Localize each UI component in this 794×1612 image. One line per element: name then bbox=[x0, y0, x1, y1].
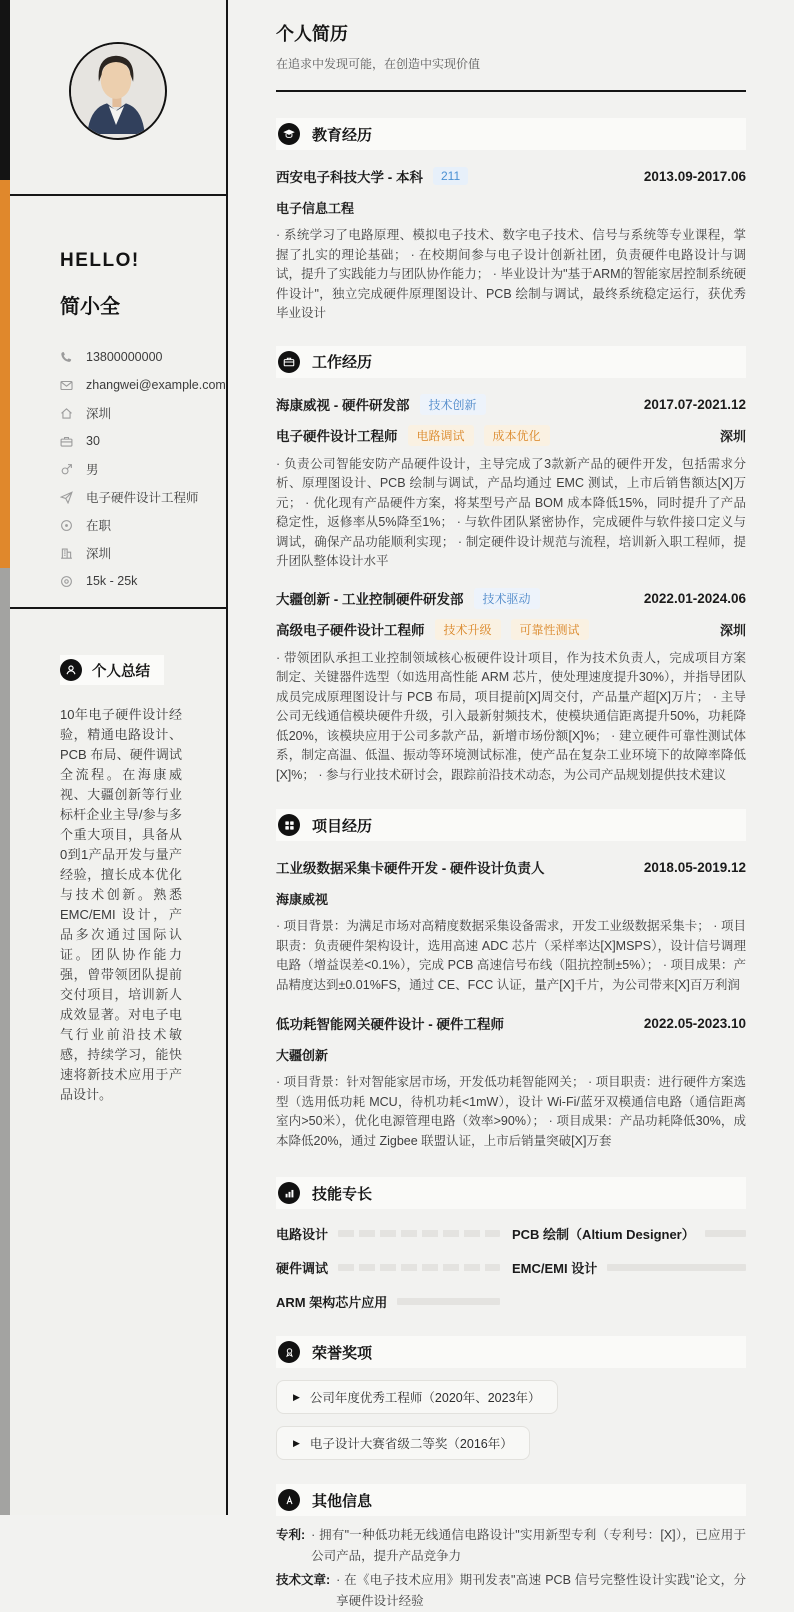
honor-item-button[interactable] bbox=[276, 1380, 558, 1414]
play-caret-icon: ▶ bbox=[293, 1391, 300, 1402]
work-section-header bbox=[276, 346, 746, 378]
contact-phone bbox=[60, 343, 226, 371]
building-icon bbox=[60, 547, 73, 560]
skill-row bbox=[512, 1257, 746, 1278]
skill-bar bbox=[397, 1298, 500, 1305]
skill-row bbox=[276, 1291, 500, 1312]
other-section-header bbox=[276, 1484, 746, 1516]
project-1-company: 海康威视 bbox=[276, 892, 329, 907]
other-row-article bbox=[276, 1570, 746, 1612]
work-entry-2-role-row bbox=[276, 619, 746, 640]
company-tag: 技术驱动 bbox=[474, 588, 540, 609]
skills-grid bbox=[276, 1223, 746, 1312]
phone-icon bbox=[60, 351, 73, 364]
projects-title: 项目经历 bbox=[312, 817, 373, 835]
role-tag: 可靠性测试 bbox=[511, 619, 589, 640]
project-name: 低功耗智能网关硬件设计 - 硬件工程师 bbox=[276, 1017, 504, 1032]
project-2-company: 大疆创新 bbox=[276, 1048, 329, 1063]
skill-bar bbox=[705, 1230, 746, 1237]
company-name: 海康威视 - 硬件研发部 bbox=[276, 398, 410, 413]
company-name: 大疆创新 - 工业控制硬件研发部 bbox=[276, 592, 464, 607]
sidebar-divider bbox=[10, 607, 226, 609]
work-1-date: 2017.07-2021.12 bbox=[643, 396, 746, 412]
briefcase-icon bbox=[278, 351, 300, 373]
honor-text: 公司年度优秀工程师（2020年、2023年） bbox=[309, 1391, 541, 1405]
home-icon bbox=[60, 407, 73, 420]
play-caret-icon: ▶ bbox=[293, 1437, 300, 1448]
skill-label: ARM 架构芯片应用 bbox=[276, 1295, 388, 1310]
work-2-location: 深圳 bbox=[719, 622, 746, 638]
project-name: 工业级数据采集卡硬件开发 - 硬件设计负责人 bbox=[276, 861, 545, 876]
medal-icon bbox=[278, 1341, 300, 1363]
projects-section-header bbox=[276, 809, 746, 841]
grid-icon bbox=[278, 814, 300, 836]
education-title: 教育经历 bbox=[312, 126, 373, 144]
page-subtitle: 在追求中发现可能，在创造中实现价值 bbox=[276, 57, 481, 71]
honor-text: 电子设计大赛省级二等奖（2016年） bbox=[309, 1437, 513, 1451]
city-value: 深圳 bbox=[86, 407, 112, 421]
status-icon bbox=[60, 519, 73, 532]
work-city-value: 深圳 bbox=[86, 547, 112, 561]
skill-label: 硬件调试 bbox=[276, 1261, 329, 1276]
project-2-date: 2022.05-2023.10 bbox=[643, 1015, 746, 1031]
avatar bbox=[69, 42, 167, 140]
contact-status bbox=[60, 511, 226, 539]
other-row-patent bbox=[276, 1525, 746, 1567]
photo-block bbox=[10, 0, 226, 196]
work-2-description: · 带领团队承担工业控制领域核心板硬件设计项目，作为技术负责人，完成项目方案制定、关键器件选型（如选用高性能 ARM 芯片，使处理速度提升30%），并指导团队成员完成原理图设计与 PCB 布局，项目提前[X]周交付，产品量产超[X]万片； · 主导公司无线通信模块硬件升级，引入最新射频技术，使模块通信距离提升50%，功耗降低20%，该模块应用于公司多款产品，新增市场份额[X]%； · 建立硬件可靠性测试体系，制定高温、低温、振动等环境测试标准，使产品在复杂工业环境下的故障率降低[X]%； · 参与行业技术研讨会，跟踪前沿技术动态，为公司产品规划提供技术建议 bbox=[276, 650, 746, 782]
skill-bar bbox=[338, 1230, 500, 1237]
work-1-description: · 负责公司智能安防产品硬件设计，主导完成了3款新产品的硬件开发，包括需求分析、原理图设计、PCB 绘制与调试，产品均通过 EMC 测试，上市后销售额达[X]万元； · 优化现有产品硬件方案，将某型号产品 BOM 成本降低15%，同时提升了产品稳定性，返修率从5%降至1%； · 与软件团队紧密协作，完成硬件与软件接口定义与调试，确保产品功能顺利实现； · 制定硬件设计规范与流程，培训新入职工程师，提升团队整体设计水平 bbox=[276, 456, 746, 568]
age-value: 30 bbox=[86, 434, 100, 448]
portrait-illustration bbox=[71, 44, 161, 134]
other-text: · 拥有"一种低功耗无线通信电路设计"实用新型专利（专利号：[X]），已应用于公司产品，提升产品竞争力 bbox=[311, 1528, 746, 1563]
project-2-description: · 项目背景：针对智能家居市场，开发低功耗智能网关； · 项目职责：进行硬件方案选型（选用低功耗 MCU，待机功耗<1mW），设计 Wi-Fi/蓝牙双模通信电路（通信距离室内>50米），优化电源管理电路（效率>90%）； · 项目成果：产品功耗降低30%，成本降低20%，通过 Zigbee 联盟认证，上市后销量突破[X]万套 bbox=[276, 1075, 746, 1148]
skill-label: 电路设计 bbox=[276, 1227, 329, 1242]
education-description: · 系统学习了电路原理、模拟电子技术、数字电子技术、信号与系统等专业课程，掌握了扎实的理论基础； · 在校期间参与电子设计创新社团，负责硬件电路设计与调试，提升了实践能力与团队协作能力； · 毕业设计为"基于ARM的智能家居控制系统硬件设计"，独立完成硬件原理图设计、PCB 绘制与调试，最终系统稳定运行，获优秀毕业设计 bbox=[276, 228, 746, 320]
other-title: 其他信息 bbox=[312, 1492, 373, 1510]
letter-a-icon bbox=[278, 1489, 300, 1511]
skill-label: EMC/EMI 设计 bbox=[512, 1261, 598, 1276]
gender-icon bbox=[60, 463, 73, 476]
contact-email bbox=[60, 371, 226, 399]
skill-row bbox=[276, 1223, 500, 1244]
hello-heading: HELLO! bbox=[60, 250, 140, 271]
summary-section-header bbox=[60, 655, 164, 685]
candidate-name: 简小全 bbox=[60, 296, 120, 318]
target-icon bbox=[60, 575, 73, 588]
work-entry-1-role-row bbox=[276, 425, 746, 446]
work-title: 工作经历 bbox=[312, 354, 373, 371]
skill-bar bbox=[338, 1264, 500, 1271]
work-1-location: 深圳 bbox=[719, 428, 746, 444]
accent-black-strip bbox=[0, 0, 10, 180]
summary-title: 个人总结 bbox=[92, 663, 150, 680]
main-content bbox=[228, 0, 794, 1608]
work-entry-1-header bbox=[276, 394, 746, 415]
contact-age bbox=[60, 427, 226, 455]
role-name: 高级电子硬件设计工程师 bbox=[276, 623, 425, 638]
job-title-value: 电子硬件设计工程师 bbox=[86, 491, 199, 505]
other-label: 专利: bbox=[276, 1528, 306, 1542]
sidebar bbox=[10, 0, 228, 1515]
work-entry-2-header bbox=[276, 588, 746, 609]
accent-gray-strip bbox=[0, 568, 10, 1515]
bar-chart-icon bbox=[278, 1182, 300, 1204]
skill-label: PCB 绘制（Altium Designer） bbox=[512, 1227, 695, 1242]
school-badge: 211 bbox=[433, 167, 468, 185]
role-tag: 电路调试 bbox=[408, 425, 474, 446]
major-name: 电子信息工程 bbox=[276, 201, 355, 216]
role-tag: 技术升级 bbox=[435, 619, 501, 640]
contact-job-title bbox=[60, 483, 226, 511]
accent-orange-strip bbox=[0, 180, 10, 568]
skill-row bbox=[512, 1223, 746, 1244]
contact-list bbox=[60, 343, 226, 595]
project-1-header bbox=[276, 857, 746, 877]
skills-title: 技能专长 bbox=[312, 1185, 373, 1203]
contact-work-city bbox=[60, 539, 226, 567]
role-name: 电子硬件设计工程师 bbox=[276, 429, 398, 444]
summary-text: 10年电子硬件设计经验，精通电路设计、PCB 布局、硬件调试全流程。在海康威视、大疆创新等行业标杆企业主导/参与多个重大项目，具备从0到1产品开发与量产经验，擅长成本优化与技术创新。熟悉 EMC/EMI 设计，产品多次通过国际认证。团队协作能力强，曾带领团队提前交付项目，培训新人成效显著。对电子电气行业前沿技术敏感，持续学习，能快速将新技术应用于产品设计。 bbox=[60, 707, 182, 1102]
contact-salary bbox=[60, 567, 226, 595]
status-value: 在职 bbox=[86, 519, 112, 533]
page-header bbox=[276, 0, 746, 92]
role-tag: 成本优化 bbox=[484, 425, 550, 446]
education-entry-header bbox=[276, 166, 746, 186]
work-2-date: 2022.01-2024.06 bbox=[643, 590, 746, 606]
project-2-header bbox=[276, 1013, 746, 1033]
honors-title: 荣誉奖项 bbox=[312, 1344, 373, 1362]
education-date: 2013.09-2017.06 bbox=[643, 168, 746, 184]
skills-section-header bbox=[276, 1177, 746, 1209]
company-tag: 技术创新 bbox=[420, 394, 486, 415]
page-title: 个人简历 bbox=[276, 24, 348, 44]
graduation-cap-icon bbox=[278, 123, 300, 145]
honors-section-header bbox=[276, 1336, 746, 1368]
school-name: 西安电子科技大学 - 本科 bbox=[276, 170, 423, 185]
skill-bar bbox=[607, 1264, 746, 1271]
contact-city bbox=[60, 399, 226, 427]
salary-value: 15k - 25k bbox=[86, 574, 138, 588]
contact-gender bbox=[60, 455, 226, 483]
paper-plane-icon bbox=[60, 491, 73, 504]
phone-value: 13800000000 bbox=[86, 350, 163, 364]
other-text: · 在《电子技术应用》期刊发表"高速 PCB 信号完整性设计实践"论文，分享硬件设计经验 bbox=[336, 1573, 746, 1608]
email-value: zhangwei@example.com bbox=[86, 378, 226, 392]
accent-strip-column bbox=[0, 0, 10, 1515]
honor-item-button[interactable] bbox=[276, 1426, 530, 1460]
education-section-header bbox=[276, 118, 746, 150]
skill-row bbox=[276, 1257, 500, 1278]
project-1-date: 2018.05-2019.12 bbox=[643, 859, 746, 875]
project-1-description: · 项目背景：为满足市场对高精度数据采集设备需求，开发工业级数据采集卡； · 项目职责：负责硬件架构设计，选用高速 ADC 芯片（采样率达[X]MSPS），设计信号调理电路（增益误差<0.1%），完成 PCB 高速信号布线（阻抗控制±5%）； · 项目成果：产品精度达到±0.01%FS，通过 CE、FCC 认证，量产[X]千片，为公司带来[X]百万利润 bbox=[276, 919, 746, 992]
gender-value: 男 bbox=[86, 463, 99, 477]
person-icon bbox=[60, 659, 82, 681]
other-label: 技术文章: bbox=[276, 1573, 331, 1587]
briefcase-icon bbox=[60, 435, 73, 448]
email-icon bbox=[60, 379, 73, 392]
